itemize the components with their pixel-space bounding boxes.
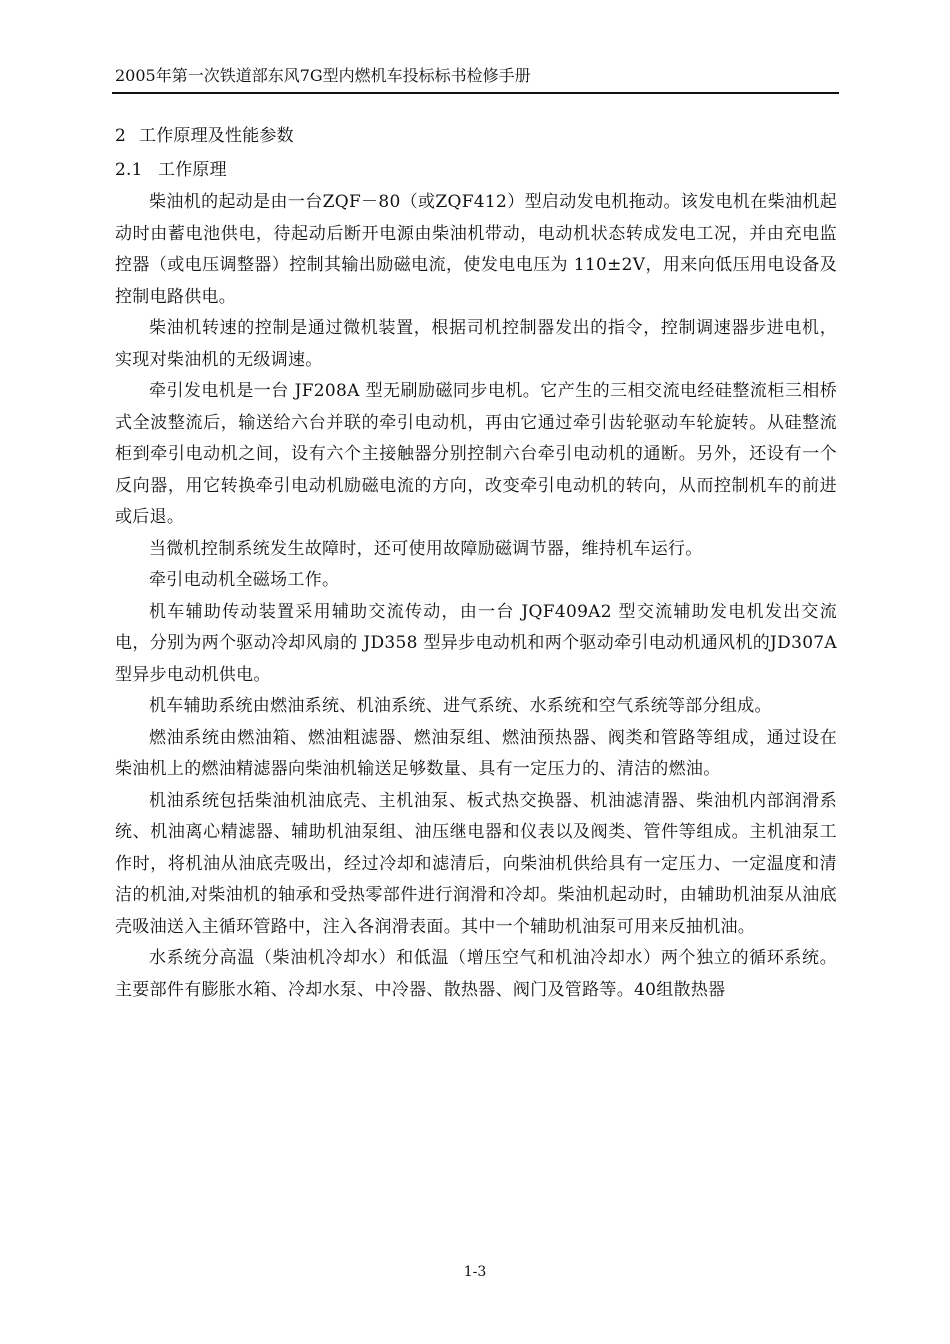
paragraph-auxiliary-systems: 机车辅助系统由燃油系统、机油系统、进气系统、水系统和空气系统等部分组成。 <box>149 696 772 716</box>
paragraph-full-field: 牵引电动机全磁场工作。 <box>149 570 340 590</box>
subsection-title: 工作原理 <box>158 160 227 180</box>
document-body <box>115 119 837 1006</box>
paragraph-fault-excitation: 当微机控制系统发生故障时，还可使用故障励磁调节器，维持机车运行。 <box>149 538 703 559</box>
section-heading <box>115 119 837 153</box>
paragraph-starter-generator: 柴油机的起动是由一台ZQF－80（或ZQF412）型启动发电机拖动。该发电机在柴油机起动时由蓄电池供电，待起动后断开电源由柴油机带动，电动机状态转成发电工况，并由充电监控器（或电压调整器）控制其输出励磁电流，使发电电压为 110±2V，用来向低压用电设备及控制电路供电。 <box>115 192 837 307</box>
paragraph-speed-control: 柴油机转速的控制是通过微机装置，根据司机控制器发出的指令，控制调速器步进电机，实现对柴油机的无级调速。 <box>115 318 837 370</box>
header-divider <box>112 92 839 94</box>
paragraph-water-system: 水系统分高温（柴油机冷却水）和低温（增压空气和机油冷却水）两个独立的循环系统。主要部件有膨胀水箱、冷却水泵、中冷器、散热器、阀门及管路等。40组散热器 <box>115 948 837 1000</box>
section-number: 2 <box>115 126 127 146</box>
subsection-number: 2.1 <box>115 160 143 180</box>
subsection-heading <box>115 153 837 187</box>
paragraph-oil-system: 机油系统包括柴油机油底壳、主机油泵、板式热交换器、机油滤清器、柴油机内部润滑系统、机油离心精滤器、辅助机油泵组、油压继电器和仪表以及阀类、管件等组成。主机油泵工作时，将机油从油底壳吸出，经过冷却和滤清后，向柴油机供给具有一定压力、一定温度和清洁的机油,对柴油机的轴承和受热零部件进行润滑和冷却。柴油机起动时，由辅助机油泵从油底壳吸油送入主循环管路中，注入各润滑表面。其中一个辅助机油泵可用来反抽机油。 <box>115 790 837 937</box>
paragraph-fuel-system: 燃油系统由燃油箱、燃油粗滤器、燃油泵组、燃油预热器、阀类和管路等组成，通过设在柴油机上的燃油精滤器向柴油机输送足够数量、具有一定压力的、清洁的燃油。 <box>115 727 837 779</box>
page-number: 1-3 <box>463 1264 487 1280</box>
document-header-title: 2005年第一次铁道部东风7G型内燃机车投标标书检修手册 <box>115 66 531 85</box>
paragraph-traction-generator: 牵引发电机是一台 JF208A 型无刷励磁同步电机。它产生的三相交流电经硅整流柜三相桥式全波整流后，输送给六台并联的牵引电动机，再由它通过牵引齿轮驱动车轮旋转。从硅整流柜到牵引电动机之间，设有六个主接触器分别控制六台牵引电动机的通断。另外，还设有一个反向器，用它转换牵引电动机励磁电流的方向，改变牵引电动机的转向，从而控制机车的前进或后退。 <box>115 381 837 527</box>
section-title: 工作原理及性能参数 <box>139 126 294 146</box>
paragraph-auxiliary-drive: 机车辅助传动装置采用辅助交流传动，由一台 JQF409A2 型交流辅助发电机发出交流电，分别为两个驱动冷却风扇的 JD358 型异步电动机和两个驱动牵引电动机通风机的JD307A 型异步电动机供电。 <box>115 601 837 685</box>
